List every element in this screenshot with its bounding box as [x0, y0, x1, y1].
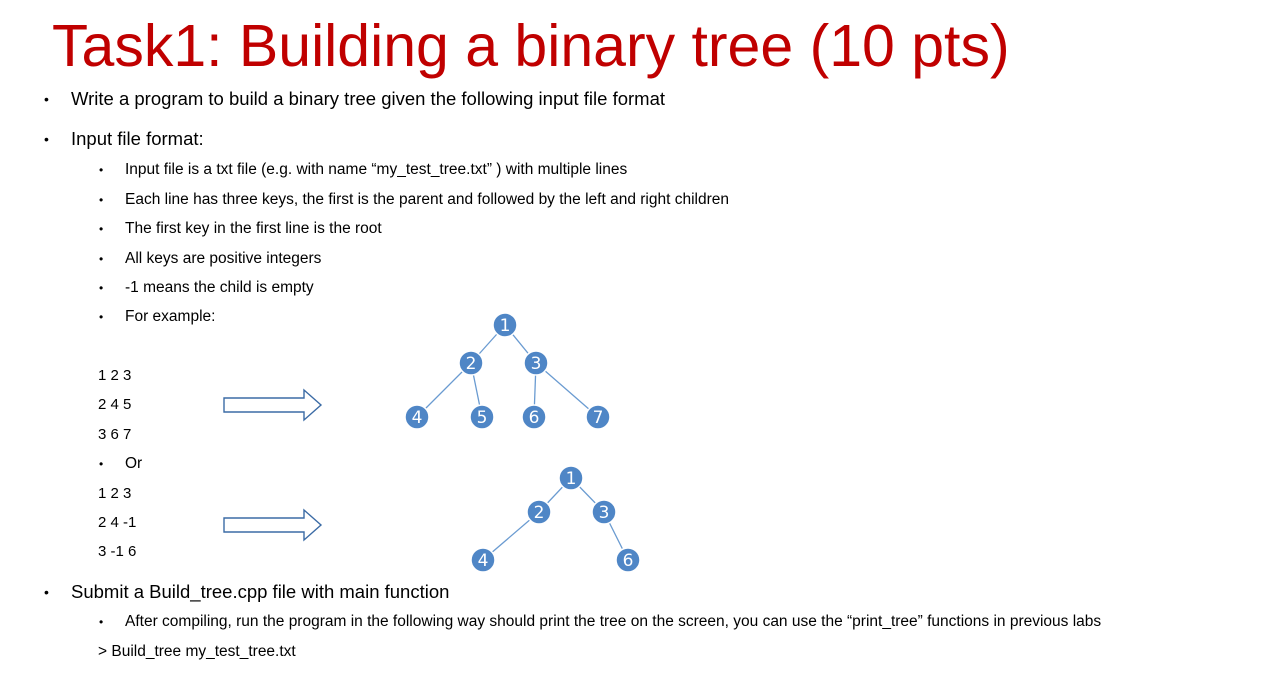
- bullet-dot: •: [44, 91, 49, 107]
- tree1-node: [522, 405, 546, 429]
- command-line: > Build_tree my_test_tree.txt: [98, 643, 296, 660]
- bullet-write-program: Write a program to build a binary tree given the following input file format: [71, 88, 666, 109]
- tree1-edges: [417, 325, 598, 417]
- tree1-node: [459, 351, 483, 375]
- svg-text:2: 2: [533, 503, 545, 523]
- svg-text:3: 3: [530, 354, 542, 374]
- example2-line: 2 4 -1: [98, 514, 137, 531]
- example1-line: 2 4 5: [98, 396, 132, 413]
- svg-text:3: 3: [598, 503, 610, 523]
- sub-bullet-dot: •: [99, 252, 104, 266]
- sub-bullet-dot: •: [99, 193, 104, 207]
- example1-line: 3 6 7: [98, 426, 132, 443]
- sub-bullet-dot: •: [99, 457, 104, 471]
- arrow-icon: [224, 390, 321, 420]
- svg-text:6: 6: [622, 551, 634, 571]
- svg-text:1: 1: [499, 316, 511, 336]
- tree1-node: [493, 313, 517, 337]
- tree2-node: [592, 500, 616, 524]
- submit-item: After compiling, run the program in the following way should print the tree on the screen, you can use the “print_tree” functions in previous labs: [125, 613, 1102, 630]
- tree1-node: [586, 405, 610, 429]
- format-item: All keys are positive integers: [125, 250, 322, 267]
- or-label: Or: [125, 455, 143, 472]
- tree1-node: [470, 405, 494, 429]
- svg-text:2: 2: [465, 354, 477, 374]
- bullet-submit: Submit a Build_tree.cpp file with main function: [71, 581, 450, 602]
- example1-line: 1 2 3: [98, 367, 132, 384]
- svg-text:5: 5: [476, 408, 488, 428]
- bullet-dot: •: [44, 131, 49, 147]
- format-item: Input file is a txt file (e.g. with name “my_test_tree.txt” ) with multiple lines: [125, 161, 628, 178]
- sub-bullet-dot: •: [99, 310, 104, 324]
- sub-bullet-dot: •: [99, 163, 104, 177]
- svg-text:1: 1: [565, 469, 577, 489]
- tree2-node: [559, 466, 583, 490]
- svg-text:4: 4: [477, 551, 489, 571]
- arrow-icon: [224, 510, 321, 540]
- format-item: -1 means the child is empty: [125, 279, 314, 296]
- svg-text:6: 6: [528, 408, 540, 428]
- svg-text:4: 4: [411, 408, 423, 428]
- bullet-input-format: Input file format:: [71, 128, 204, 149]
- svg-text:7: 7: [592, 408, 604, 428]
- tree1-node: [405, 405, 429, 429]
- example2-line: 3 -1 6: [98, 543, 137, 560]
- slide-title: Task1: Building a binary tree (10 pts): [52, 13, 1010, 79]
- format-item: The first key in the first line is the root: [125, 220, 382, 237]
- sub-bullet-dot: •: [99, 222, 104, 236]
- tree2-node: [471, 548, 495, 572]
- format-item: For example:: [125, 308, 216, 325]
- sub-bullet-dot: •: [99, 615, 104, 629]
- example2-line: 1 2 3: [98, 485, 132, 502]
- tree2-node: [527, 500, 551, 524]
- tree1-node: [524, 351, 548, 375]
- format-item: Each line has three keys, the first is the parent and followed by the left and right children: [125, 191, 729, 208]
- sub-bullet-dot: •: [99, 281, 104, 295]
- bullet-dot: •: [44, 584, 49, 600]
- tree2-node: [616, 548, 640, 572]
